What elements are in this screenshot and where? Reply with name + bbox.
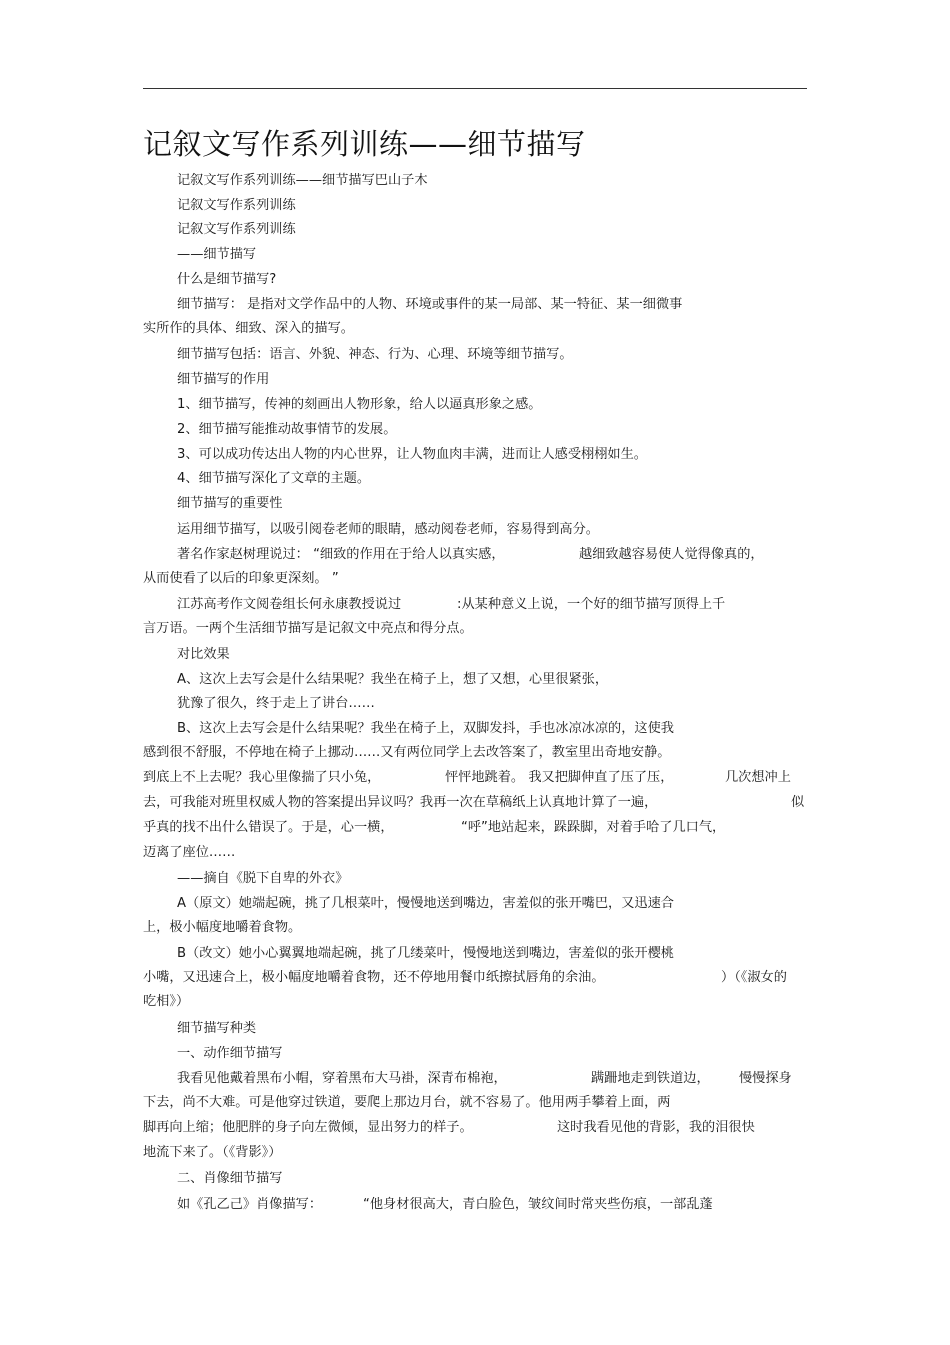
paragraph-line: 记叙文写作系列训练——细节描写巴山子木 <box>177 173 428 188</box>
example-line <box>143 768 791 788</box>
example-line: A、这次上去写会是什么结果呢？我坐在椅子上，想了又想，心里很紧张， <box>177 672 609 687</box>
quote-intro: 江苏高考作文阅卷组长何永康教授说过 <box>177 597 402 612</box>
example-line: B（改文）她小心翼翼地端起碗，挑了几缕菜叶，慢慢地送到嘴边，害羞似的张开樱桃 <box>177 946 674 961</box>
example-line: 感到很不舒服，不停地在椅子上挪动……又有两位同学上去改答案了，教室里出奇地安静。 <box>143 745 671 760</box>
example-line: A（原文）她端起碗，挑了几根菜叶，慢慢地送到嘴边，害羞似的张开嘴巴，又迅速合 <box>177 896 674 911</box>
subsection-heading: 一、动作细节描写 <box>177 1046 283 1061</box>
text-segment: 脚再向上缩；他肥胖的身子向左微倾，显出努力的样子。 <box>143 1120 473 1135</box>
section-heading: 细节描写种类 <box>177 1021 257 1036</box>
section-heading: 细节描写的作用 <box>177 372 270 387</box>
text-segment: 我看见他戴着黑布小帽，穿着黑布大马褂，深青布棉袍， <box>177 1071 507 1086</box>
example-line <box>143 793 805 813</box>
paragraph-line: 细节描写： 是指对文学作品中的人物、环境或事件的某一局部、某一特征、某一细微事 <box>177 297 683 312</box>
example-line <box>143 1118 755 1138</box>
paragraph-line: 实所作的具体、细致、深入的描写。 <box>143 321 354 336</box>
text-segment: 到底上不上去呢？我心里像揣了只小兔， <box>143 770 381 785</box>
text-segment: 去，可我能对班里权威人物的答案提出异议吗？我再一次在草稿纸上认真地计算了一遍， <box>143 795 658 810</box>
text-segment: 这时我看见他的背影，我的泪很快 <box>557 1120 755 1135</box>
paragraph-line: 运用细节描写，以吸引阅卷老师的眼睛，感动阅卷老师，容易得到高分。 <box>177 522 599 537</box>
text-segment: 似 <box>791 795 805 810</box>
example-line: B、这次上去写会是什么结果呢？我坐在椅子上，双脚发抖，手也冰凉冰凉的，这使我 <box>177 721 674 736</box>
document-title: 记叙文写作系列训练——细节描写 <box>143 127 586 161</box>
section-heading: 细节描写的重要性 <box>177 496 283 511</box>
paragraph-line: ——细节描写 <box>177 247 257 262</box>
quote-text: 越细致越容易使人觉得像真的， <box>579 547 764 562</box>
text-segment: 小嘴，又迅速合上，极小幅度地嚼着食物，还不停地用餐巾纸擦拭唇角的余油。 <box>143 970 605 985</box>
list-item: 4、细节描写深化了文章的主题。 <box>177 471 371 486</box>
paragraph-line <box>177 595 726 615</box>
paragraph-line: 从而使看了以后的印象更深刻。 ” <box>143 571 339 586</box>
quote-intro: 著名作家赵树理说过： “细致的作用在于给人以真实感， <box>177 547 505 562</box>
example-line: 迈离了座位…… <box>143 845 236 860</box>
list-item: 1、细节描写，传神的刻画出人物形象，给人以逼真形象之感。 <box>177 397 542 412</box>
text-segment: 乎真的找不出什么错误了。于是，心一横， <box>143 820 394 835</box>
example-line: 犹豫了很久，终于走上了讲台…… <box>177 696 375 711</box>
header-rule <box>143 88 807 89</box>
example-line <box>143 968 787 988</box>
list-item: 2、细节描写能推动故事情节的发展。 <box>177 422 397 437</box>
section-heading: 对比效果 <box>177 647 230 662</box>
text-segment: 蹒跚地走到铁道边， <box>591 1071 710 1086</box>
text-segment: 几次想冲上 <box>725 770 791 785</box>
example-line: 上，极小幅度地嚼着食物。 <box>143 920 302 935</box>
text-segment: ）（《淑女的 <box>721 970 787 985</box>
quote-text: :从某种意义上说，一个好的细节描写顶得上千 <box>457 597 726 612</box>
paragraph-line: 记叙文写作系列训练 <box>177 222 296 237</box>
paragraph-line: 记叙文写作系列训练 <box>177 198 296 213</box>
source-citation: ——摘自《脱下自卑的外衣》 <box>177 871 349 886</box>
example-line: 吃相》） <box>143 994 190 1009</box>
text-segment: 怦怦地跳着。 我又把脚伸直了压了压， <box>445 770 674 785</box>
example-line <box>177 1195 713 1215</box>
subsection-heading: 二、肖像细节描写 <box>177 1171 283 1186</box>
example-line: 下去，尚不大难。可是他穿过铁道，要爬上那边月台，就不容易了。他用两手攀着上面，两 <box>143 1095 671 1110</box>
text-segment: 慢慢探身 <box>739 1071 792 1086</box>
text-segment: “呼”地站起来，跺跺脚，对着手哈了几口气， <box>461 820 726 835</box>
list-item: 3、可以成功传达出人物的内心世界，让人物血肉丰满，进而让人感受栩栩如生。 <box>177 447 647 462</box>
text-segment: 如《孔乙己》肖像描写： <box>177 1197 323 1212</box>
section-heading: 什么是细节描写? <box>177 272 277 287</box>
paragraph-line: 细节描写包括：语言、外貌、神态、行为、心理、环境等细节描写。 <box>177 347 573 362</box>
text-segment: “他身材很高大，青白脸色，皱纹间时常夹些伤痕，一部乱蓬 <box>363 1197 713 1212</box>
example-line <box>177 1069 792 1089</box>
example-line <box>143 818 726 838</box>
example-line: 地流下来了。（《背影》） <box>143 1145 282 1160</box>
paragraph-line: 言万语。一两个生活细节描写是记叙文中亮点和得分点。 <box>143 621 473 636</box>
paragraph-line <box>177 545 764 565</box>
